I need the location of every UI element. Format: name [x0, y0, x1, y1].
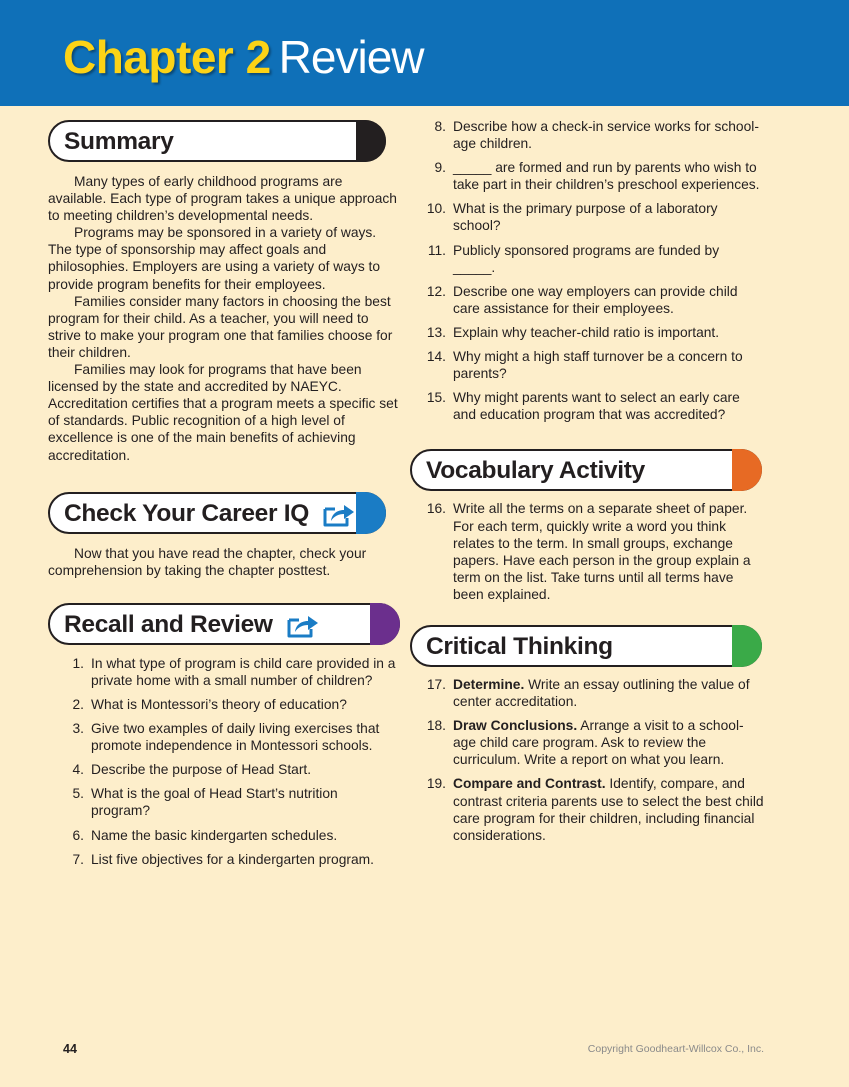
summary-heading-cap	[356, 120, 386, 162]
career-iq-heading[interactable]	[48, 492, 386, 534]
page-number: 44	[63, 1042, 77, 1056]
list-item: 18. Draw Conclusions. Arrange a visit to a school-age child care program. Ask to review the curriculum. Write a report on what you learn.	[426, 718, 744, 768]
vocabulary-heading-label: Vocabulary Activity	[426, 457, 645, 485]
recall-list-right	[410, 118, 765, 423]
recall-list-left	[48, 655, 400, 868]
summary-heading-label: Summary	[64, 128, 174, 155]
critical-heading-label: Critical Thinking	[426, 632, 613, 660]
list-item: 12. Describe one way employers can provide child care assistance for their employees.	[426, 283, 738, 316]
share-arrow-icon[interactable]	[286, 611, 320, 639]
summary-paragraph: Families consider many factors in choosing the best program for their child. As a teacher, you will need to strive to make your program one that families choose for their children.	[48, 293, 393, 360]
chapter-number: Chapter 2	[63, 31, 271, 83]
list-item: 3. Give two examples of daily living exercises that promote independence in Montessori schools.	[72, 721, 380, 754]
vocabulary-list	[410, 500, 765, 603]
summary-heading	[48, 120, 386, 162]
chapter-banner	[0, 0, 849, 106]
recall-review-heading-label: Recall and Review	[64, 610, 273, 638]
summary-paragraph: Programs may be sponsored in a variety of ways. The type of sponsorship may affect goals and philosophies. Employers are using a variety of ways to provide program benefits for their employees.	[48, 225, 381, 292]
critical-thinking-heading	[410, 625, 762, 667]
vocabulary-activity-heading	[410, 449, 762, 491]
critical-list	[410, 676, 765, 844]
list-item: 10. What is the primary purpose of a laboratory school?	[426, 201, 718, 234]
list-item: 15. Why might parents want to select an early care and education program that was accredited?	[426, 390, 740, 423]
left-column	[48, 120, 400, 875]
list-item: 13. Explain why teacher-child ratio is important.	[426, 324, 720, 340]
list-item: 11. Publicly sponsored programs are funded by _____.	[427, 242, 720, 275]
vocabulary-heading-cap	[732, 449, 762, 491]
share-arrow-icon[interactable]	[322, 500, 356, 528]
list-item: 19. Compare and Contrast. Identify, compare, and contrast criteria parents use to select the best child care program for their children, including financial considerations.	[426, 776, 764, 843]
list-item: 5. What is the goal of Head Start’s nutrition program?	[72, 786, 338, 819]
recall-review-heading[interactable]	[48, 603, 400, 645]
list-item: 17. Determine. Write an essay outlining the value of center accreditation.	[426, 676, 750, 710]
recall-review-heading-cap	[370, 603, 400, 645]
chapter-review-word: Review	[278, 31, 424, 83]
list-item: 6. Name the basic kindergarten schedules.	[72, 827, 338, 843]
list-item: 2. What is Montessori’s theory of education?	[72, 696, 347, 712]
list-item: 8. Describe how a check-in service works for school-age children.	[434, 119, 759, 152]
career-iq-heading-label: Check Your Career IQ	[64, 499, 310, 527]
summary-paragraph: Families may look for programs that have been licensed by the state and accredited by NAEYC. Accreditation certifies that a program meets a specific set of standards. Public recognition of a high level of excellence is one of the main benefits of achieving accreditation.	[48, 362, 398, 463]
career-iq-text: Now that you have read the chapter, check your comprehension by taking the chapter posttest.	[48, 545, 367, 578]
list-item: 1. In what type of program is child care provided in a private home with a small number of children?	[72, 655, 396, 688]
chapter-title	[63, 31, 424, 83]
summary-paragraph: Many types of early childhood programs are available. Each type of program takes a unique approach to meeting children’s developmental needs.	[48, 174, 397, 224]
list-item: 9. _____ are formed and run by parents who wish to take part in their children’s preschool experiences.	[434, 160, 760, 193]
right-column	[410, 116, 765, 851]
copyright-notice: Copyright Goodheart-Willcox Co., Inc.	[587, 1043, 764, 1055]
list-item: 14. Why might a high staff turnover be a concern to parents?	[426, 349, 743, 382]
summary-text	[48, 173, 400, 464]
list-item: 7. List five objectives for a kindergarten program.	[72, 851, 374, 867]
career-iq-heading-cap	[356, 492, 386, 534]
list-item: 16. Write all the terms on a separate sheet of paper. For each term, quickly write a word you think relates to the term. In small groups, exchange papers. Have each person in the group explain a term on the list. Take turns until all terms have been explained.	[426, 501, 751, 602]
critical-heading-cap	[732, 625, 762, 667]
list-item: 4. Describe the purpose of Head Start.	[72, 762, 312, 778]
